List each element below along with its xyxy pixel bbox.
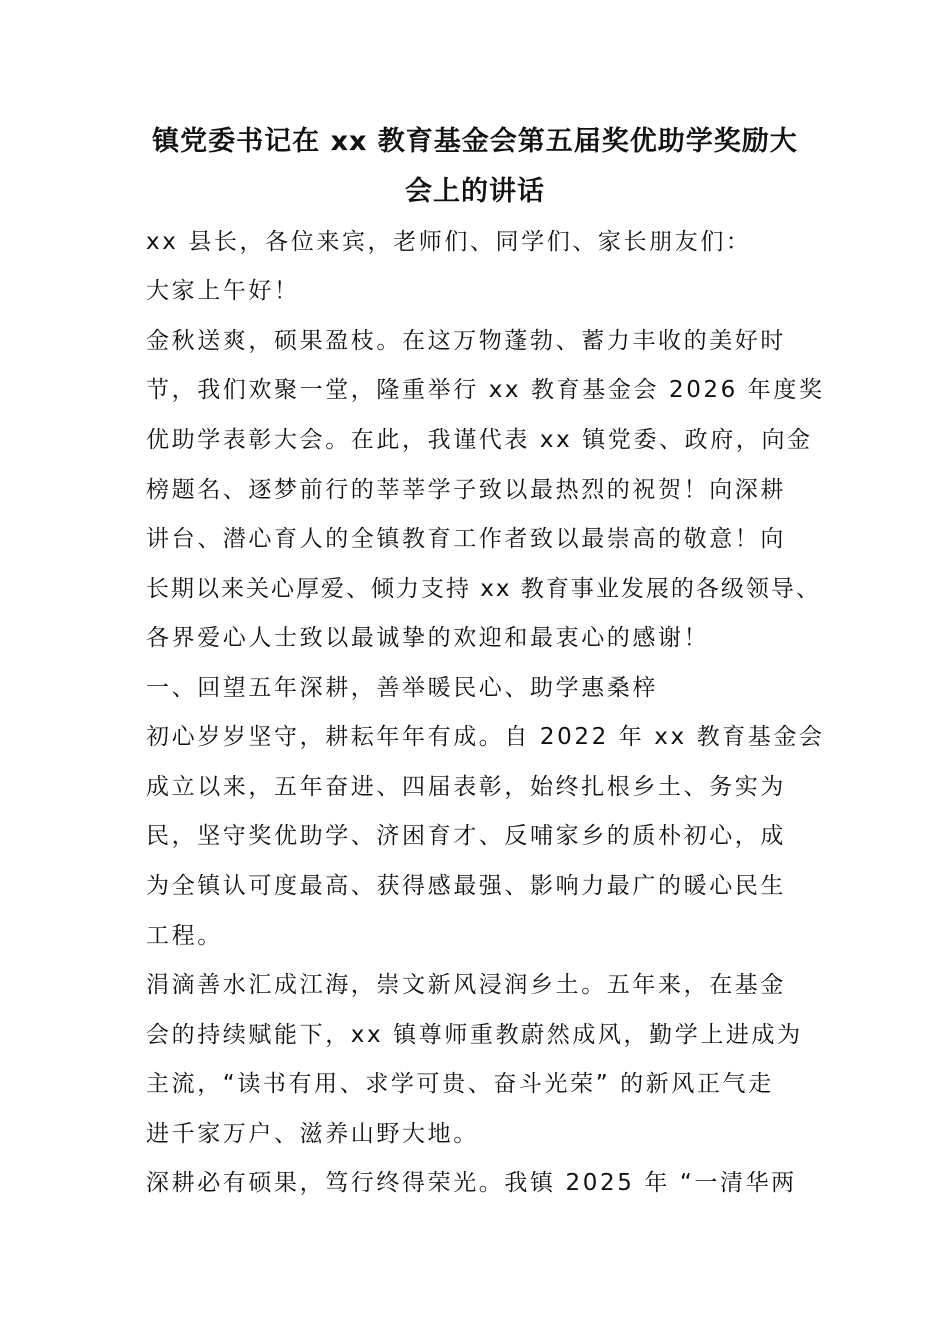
document-title-line-1: 镇党委书记在 xx 教育基金会第五届奖优助学奖励大 [152, 126, 798, 157]
paragraph-line: 民，坚守奖优助学、济困育才、反哺家乡的质朴初心，成 [146, 823, 786, 849]
paragraph-line: 初心岁岁坚守，耕耘年年有成。自 2022 年 xx 教育基金会 [146, 724, 825, 750]
document-title-line-2: 会上的讲话 [405, 176, 545, 207]
section-heading: 一、回望五年深耕，善举暖民心、助学惠桑梓 [146, 675, 658, 701]
paragraph-line: 会的持续赋能下，xx 镇尊师重教蔚然成风，勤学上进成为 [146, 1022, 803, 1048]
paragraph-line: 金秋送爽，硕果盈枝。在这万物蓬勃、蓄力丰收的美好时 [146, 328, 786, 354]
paragraph-line: 主流，“读书有用、求学可贵、奋斗光荣” 的新风正气走 [146, 1071, 774, 1097]
paragraph-line: 工程。 [146, 923, 223, 949]
paragraph-line: 节，我们欢聚一堂，隆重举行 xx 教育基金会 2026 年度奖 [146, 377, 825, 403]
paragraph-line: 长期以来关心厚爱、倾力支持 xx 教育事业发展的各级领导、 [146, 576, 821, 602]
paragraph-line: 榜题名、逐梦前行的莘莘学子致以最热烈的祝贺！向深耕 [146, 477, 786, 503]
greeting: 大家上午好！ [146, 278, 300, 304]
paragraph-line: 为全镇认可度最高、获得感最强、影响力最广的暖心民生 [146, 873, 786, 899]
paragraph-line: 优助学表彰大会。在此，我谨代表 xx 镇党委、政府，向金 [146, 427, 813, 453]
paragraph-line: 进千家万户、滋养山野大地。 [146, 1121, 479, 1147]
salutation: xx 县长，各位来宾，老师们、同学们、家长朋友们： [146, 229, 752, 255]
paragraph-line: 成立以来，五年奋进、四届表彰，始终扎根乡土、务实为 [146, 774, 786, 800]
paragraph-line: 各界爱心人士致以最诚挚的欢迎和最衷心的感谢！ [146, 625, 710, 651]
paragraph-line: 深耕必有硕果，笃行终得荣光。我镇 2025 年 “一清华两 [146, 1170, 797, 1196]
paragraph-line: 涓滴善水汇成江海，崇文新风浸润乡土。五年来，在基金 [146, 972, 786, 998]
paragraph-line: 讲台、潜心育人的全镇教育工作者致以最崇高的敬意！向 [146, 526, 786, 552]
